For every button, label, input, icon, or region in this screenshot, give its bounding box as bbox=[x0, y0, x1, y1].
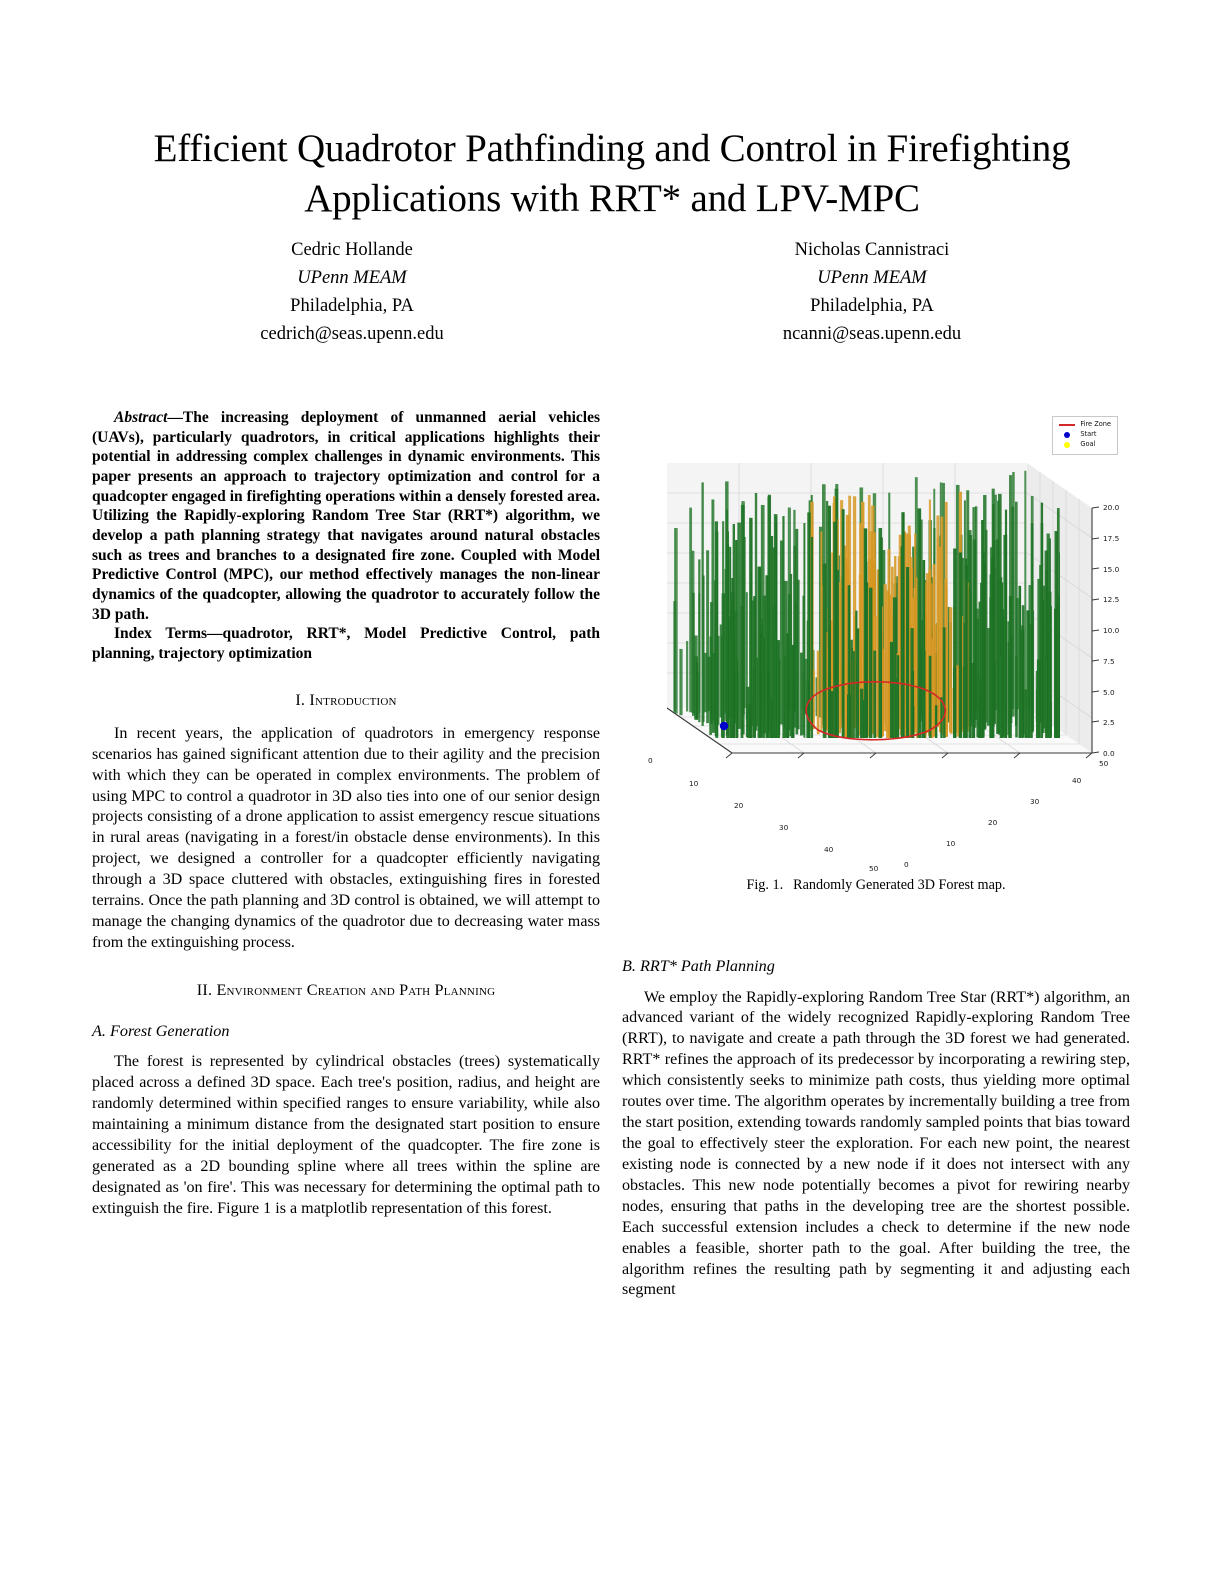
tree-cylinder bbox=[782, 516, 784, 741]
tree-cylinder bbox=[880, 540, 882, 752]
tree-cylinder bbox=[850, 640, 852, 743]
tree-cylinder bbox=[709, 657, 712, 735]
z-tick-label: 20.0 bbox=[1103, 503, 1120, 512]
tree-highlight bbox=[874, 651, 875, 741]
author-email: ncanni@seas.upenn.edu bbox=[782, 324, 962, 345]
tree-cylinder bbox=[686, 641, 688, 711]
tree-highlight bbox=[1041, 503, 1042, 744]
tree-highlight bbox=[943, 627, 944, 740]
tree-highlight bbox=[848, 585, 849, 753]
tree-highlight bbox=[990, 597, 991, 750]
tree-highlight bbox=[884, 584, 885, 731]
tree-highlight bbox=[1030, 624, 1031, 744]
tree-cylinder bbox=[758, 567, 762, 751]
tree-highlight bbox=[853, 651, 854, 744]
burning-tree-cylinder bbox=[931, 639, 933, 740]
tree-highlight bbox=[710, 657, 711, 735]
tree-cylinder bbox=[735, 660, 738, 749]
forest-map-plot bbox=[622, 408, 1130, 873]
index-terms-label: Index Terms bbox=[114, 625, 208, 643]
tree-cylinder bbox=[701, 482, 703, 725]
tree-cylinder bbox=[775, 630, 777, 752]
tree-highlight bbox=[937, 537, 938, 727]
tree-cylinder bbox=[731, 578, 733, 753]
tree-highlight bbox=[1016, 656, 1017, 738]
tree-highlight bbox=[969, 589, 970, 749]
author-affiliation: UPenn MEAM bbox=[817, 268, 927, 289]
tree-highlight bbox=[842, 509, 843, 752]
tree-cylinder bbox=[741, 606, 744, 740]
tree-cylinder bbox=[1003, 535, 1007, 747]
tree-highlight bbox=[851, 640, 852, 743]
tree-highlight bbox=[959, 552, 960, 749]
tree-highlight bbox=[790, 574, 791, 736]
tree-highlight bbox=[702, 482, 703, 725]
figure-caption-text: Randomly Generated 3D Forest map. bbox=[793, 877, 1006, 893]
author-block bbox=[92, 236, 1132, 348]
author-location: Philadelphia, PA bbox=[810, 296, 934, 317]
tree-cylinder bbox=[1054, 609, 1057, 751]
tree-highlight bbox=[957, 668, 958, 737]
x-tick-label: 10 bbox=[689, 779, 699, 788]
index-terms-text: —quadrotor, RRT*, Model Predictive Control, path planning, trajectory optimization bbox=[92, 625, 600, 663]
tree-cylinder bbox=[890, 642, 893, 748]
tree-cylinder bbox=[706, 550, 709, 723]
tree-highlight bbox=[829, 506, 830, 749]
tree-highlight bbox=[796, 529, 797, 734]
figure-caption-label: Fig. 1. bbox=[746, 877, 784, 893]
legend-label: Fire Zone bbox=[1080, 420, 1111, 429]
tree-highlight bbox=[880, 540, 881, 752]
tree-highlight bbox=[1000, 658, 1001, 750]
tree-cylinder bbox=[989, 597, 991, 750]
tree-highlight bbox=[845, 558, 846, 739]
tree-cylinder bbox=[901, 512, 904, 753]
tree-highlight bbox=[1009, 654, 1010, 749]
left-column bbox=[92, 408, 600, 1219]
author-2 bbox=[612, 236, 1132, 348]
tree-cylinder bbox=[803, 523, 805, 738]
tree-cylinder bbox=[1008, 654, 1010, 749]
tree-highlight bbox=[972, 663, 973, 749]
tree-cylinder bbox=[857, 628, 859, 748]
tree-highlight bbox=[1055, 609, 1056, 751]
tree-highlight bbox=[675, 528, 676, 713]
tree-highlight bbox=[896, 678, 897, 748]
x-tick-label: 50 bbox=[869, 864, 879, 873]
z-tick-label: 15.0 bbox=[1103, 565, 1120, 574]
tree-highlight bbox=[727, 545, 728, 744]
tree-highlight bbox=[1013, 472, 1014, 716]
abstract-label: Abstract bbox=[114, 409, 168, 426]
tree-highlight bbox=[907, 567, 908, 746]
tree-cylinder bbox=[922, 650, 925, 752]
tree-cylinder bbox=[869, 588, 872, 744]
y-tick-label: 0 bbox=[904, 860, 909, 869]
tree-highlight bbox=[918, 508, 919, 745]
tree-highlight bbox=[758, 567, 759, 751]
tree-highlight bbox=[804, 523, 805, 738]
tree-highlight bbox=[820, 527, 821, 718]
author-name: Nicholas Cannistraci bbox=[794, 240, 950, 260]
tree-highlight bbox=[690, 508, 691, 713]
right-column bbox=[622, 408, 1130, 1301]
tree-cylinder bbox=[1048, 592, 1051, 750]
tree-highlight bbox=[766, 575, 767, 749]
tree-cylinder bbox=[943, 627, 946, 740]
tree-highlight bbox=[837, 570, 838, 748]
tree-highlight bbox=[887, 591, 888, 740]
tree-highlight bbox=[1049, 592, 1050, 750]
tree-highlight bbox=[917, 654, 918, 741]
z-tick-label: 0.0 bbox=[1103, 749, 1115, 758]
legend-item-start bbox=[1058, 430, 1111, 440]
y-tick-label: 10 bbox=[946, 839, 956, 848]
tree-highlight bbox=[1046, 657, 1047, 749]
tree-cylinder bbox=[1012, 472, 1014, 716]
tree-cylinder bbox=[828, 506, 831, 749]
index-terms-paragraph bbox=[92, 624, 600, 663]
tree-highlight bbox=[856, 611, 857, 745]
author-1 bbox=[92, 236, 612, 348]
tree-highlight bbox=[713, 653, 714, 733]
forest-generation-paragraph: The forest is represented by cylindrical obstacles (trees) systematically placed across a defined 3D space. Each tree's position, radius, and height are randomly determined within specified ranges to ensure variability, while also maintaining a minimum distance from the designated start position to ensure accessibility for the initial deployment of the quadcopter. The fire zone is generated as a 2D bounding spline where all trees within the spline are designated as 'on fire'. This was necessary for determining the optimal path to extinguish the fire. Figure 1 is a matplotlib representation of this forest. bbox=[92, 1053, 600, 1217]
introduction-paragraph: In recent years, the application of quadrotors in emergency response scenarios has gained significant attention due to their agility and the precision with which they can be operated in complex environments. The problem of using MPC to control a quadrotor in 3D also ties into one of our senior design projects consisting of a drone application to assist emergency rescue situations in rural areas (navigating in a forest/in obstacle dense environments). In this project, we designed a controller for a quadcopter efficiently navigating through a 3D space cluttered with obstacles, extinguishing fires in forested terrains. Once the path planning and 3D control is obtained, we will attempt to manage the changing dynamics of the quadrotor due to decreasing water mass from the extinguishing process. bbox=[92, 724, 600, 952]
x-tick-label: 20 bbox=[734, 801, 744, 810]
tree-cylinder bbox=[712, 653, 715, 733]
tree-cylinder bbox=[811, 537, 813, 739]
y-tick-label: 40 bbox=[1072, 776, 1082, 785]
tree-highlight bbox=[1027, 610, 1028, 748]
tree-highlight bbox=[988, 628, 989, 726]
y-tick-label: 20 bbox=[988, 818, 998, 827]
tree-highlight bbox=[823, 564, 824, 742]
tree-cylinder bbox=[971, 663, 975, 749]
tree-highlight bbox=[704, 653, 705, 712]
tree-highlight bbox=[762, 638, 763, 742]
tree-cylinder bbox=[800, 653, 802, 736]
subsection-heading-rrt-path-planning: B. RRT* Path Planning bbox=[622, 957, 775, 976]
tree-highlight bbox=[834, 522, 835, 751]
tree-highlight bbox=[940, 582, 941, 733]
z-tick-label: 17.5 bbox=[1103, 534, 1120, 543]
author-email: cedrich@seas.upenn.edu bbox=[260, 324, 444, 345]
tree-cylinder bbox=[906, 567, 909, 746]
tree-highlight bbox=[695, 656, 696, 720]
burning-tree-cylinder bbox=[937, 537, 939, 727]
tree-cylinder bbox=[833, 522, 837, 751]
tree-highlight bbox=[716, 532, 717, 738]
z-tick-label: 2.5 bbox=[1103, 718, 1115, 727]
chart-legend bbox=[1052, 416, 1118, 455]
tree-highlight bbox=[754, 596, 755, 747]
tree-cylinder bbox=[1057, 612, 1060, 752]
tree-highlight bbox=[902, 512, 903, 753]
page-title: Efficient Quadrotor Pathfinding and Control in Firefighting Applications with RRT* and LPV-MPC bbox=[153, 127, 1071, 221]
z-tick-label: 7.5 bbox=[1103, 657, 1115, 666]
tree-cylinder bbox=[726, 545, 729, 744]
tree-highlight bbox=[699, 559, 700, 722]
tree-cylinder bbox=[761, 638, 765, 742]
tree-cylinder bbox=[873, 651, 876, 741]
tree-highlight bbox=[693, 593, 694, 716]
tree-cylinder bbox=[1037, 660, 1041, 752]
author-name: Cedric Hollande bbox=[291, 240, 413, 260]
abstract-paragraph bbox=[92, 408, 600, 624]
tree-cylinder bbox=[694, 656, 698, 720]
x-tick-label: 40 bbox=[824, 845, 834, 854]
tree-highlight bbox=[1002, 643, 1003, 753]
tree-highlight bbox=[923, 650, 924, 752]
tree-cylinder bbox=[1015, 656, 1018, 738]
tree-cylinder bbox=[674, 528, 678, 713]
tree-cylinder bbox=[1021, 625, 1024, 750]
z-tick-label: 12.5 bbox=[1103, 595, 1120, 604]
tree-cylinder bbox=[965, 559, 967, 753]
author-location: Philadelphia, PA bbox=[290, 296, 414, 317]
tree-highlight bbox=[774, 606, 775, 740]
section-heading-introduction: I. Introduction bbox=[295, 690, 397, 709]
x-tick-label: 0 bbox=[648, 756, 653, 765]
tree-highlight bbox=[791, 645, 792, 752]
tree-highlight bbox=[732, 578, 733, 753]
tree-highlight bbox=[1019, 586, 1020, 751]
tree-highlight bbox=[997, 539, 998, 733]
figure-1 bbox=[622, 408, 1130, 894]
tree-highlight bbox=[1036, 690, 1037, 744]
tree-highlight bbox=[870, 588, 871, 744]
burning-tree-cylinder bbox=[839, 661, 841, 733]
tree-highlight bbox=[839, 661, 840, 733]
tree-highlight bbox=[932, 639, 933, 740]
tree-highlight bbox=[777, 640, 778, 750]
z-tick-label: 10.0 bbox=[1103, 626, 1120, 635]
burning-tree-cylinder bbox=[950, 688, 953, 734]
tree-cylinder bbox=[953, 549, 956, 748]
rrt-path-planning-paragraph: We employ the Rapidly-exploring Random Tree Star (RRT*) algorithm, an advanced variant of the widely recognized Rapidly-exploring Random Tree (RRT), to navigate and create a path through the 3D forest we had generated. RRT* refines the approach of its predecessor by incorporating a rewiring step, which consistently seeks to minimize path costs, thus yielding more optimal routes over time. The algorithm operates by incrementally building a tree from the start position, extending towards randomly sampled points that bias toward the goal to effectively steer the exploration. For each new point, the nearest existing node is connected by a new node if it does not intersect with any obstacles. This new node potentially becomes a pivot for rewiring nearby nodes, ensuring that paths in the developing tree are the shortest possible. Each successful extension includes a check to determine if the new node enables a feasible, shorter path to the goal. After building the tree, the algorithm refines the resulting path by segmenting it and adjusting each segment bbox=[622, 988, 1130, 1299]
tree-highlight bbox=[722, 593, 723, 743]
z-tick-label: 5.0 bbox=[1103, 688, 1115, 697]
tree-cylinder bbox=[853, 651, 855, 744]
tree-highlight bbox=[859, 575, 860, 736]
tree-highlight bbox=[783, 516, 784, 741]
tree-cylinder bbox=[848, 585, 851, 753]
tree-highlight bbox=[811, 537, 812, 739]
tree-cylinder bbox=[897, 655, 899, 751]
abstract-text: —The increasing deployment of unmanned aerial vehicles (UAVs), particularly quadrotors, in critical applications highlights their potential in addressing complex challenges in dynamic environments. This paper presents an approach to trajectory optimization and control for a quadcopter engaged in firefighting operations within a densely forested area. Utilizing the Rapidly-exploring Random Tree Star (RRT*) algorithm, we develop a path planning strategy that navigates around natural obstacles such as trees and branches to a designated fire zone. Coupled with Model Predictive Control (MPC), our method effectively manages the non-linear dynamics of the quadcopter, allowing the quadrotor to accurately follow the 3D path. bbox=[92, 409, 600, 623]
tree-highlight bbox=[741, 606, 742, 740]
start-marker bbox=[720, 722, 728, 730]
tree-highlight bbox=[977, 674, 978, 737]
tree-cylinder bbox=[715, 532, 718, 738]
author-affiliation: UPenn MEAM bbox=[297, 268, 407, 289]
tree-highlight bbox=[948, 607, 949, 722]
tree-cylinder bbox=[1001, 643, 1003, 753]
figure-caption bbox=[622, 876, 1130, 894]
tree-highlight bbox=[707, 550, 708, 723]
tree-highlight bbox=[781, 541, 782, 725]
tree-cylinder bbox=[786, 633, 789, 744]
y-tick-label: 30 bbox=[1030, 797, 1040, 806]
tree-highlight bbox=[909, 659, 910, 740]
tree-highlight bbox=[891, 642, 892, 748]
y-tick-label: 50 bbox=[1099, 759, 1109, 768]
start-dot-icon bbox=[1058, 432, 1076, 438]
tree-highlight bbox=[680, 649, 681, 715]
tree-cylinder bbox=[959, 552, 962, 749]
tree-cylinder bbox=[698, 559, 700, 722]
tree-cylinder bbox=[1029, 624, 1033, 744]
forest-3d-axes bbox=[622, 408, 1130, 870]
tree-highlight bbox=[736, 660, 737, 749]
tree-highlight bbox=[1057, 612, 1058, 752]
tree-cylinder bbox=[776, 640, 780, 750]
tree-cylinder bbox=[1027, 610, 1030, 748]
tree-highlight bbox=[1004, 535, 1005, 747]
burning-tree-cylinder bbox=[886, 591, 889, 740]
tree-highlight bbox=[720, 624, 721, 717]
subsection-heading-forest-generation: A. Forest Generation bbox=[92, 1022, 230, 1040]
tree-cylinder bbox=[842, 509, 845, 752]
legend-label: Goal bbox=[1080, 440, 1096, 449]
tree-cylinder bbox=[791, 645, 794, 752]
tree-highlight bbox=[816, 677, 817, 716]
tree-cylinder bbox=[1024, 471, 1026, 710]
tree-highlight bbox=[1025, 471, 1026, 710]
tree-cylinder bbox=[1045, 657, 1048, 749]
legend-label: Start bbox=[1080, 430, 1097, 439]
fire-zone-line-icon bbox=[1058, 424, 1076, 426]
tree-cylinder bbox=[795, 529, 798, 734]
tree-cylinder bbox=[753, 596, 756, 747]
tree-cylinder bbox=[918, 508, 922, 745]
tree-highlight bbox=[950, 688, 951, 734]
tree-highlight bbox=[801, 653, 802, 736]
tree-cylinder bbox=[722, 593, 725, 743]
tree-cylinder bbox=[969, 589, 972, 749]
tree-highlight bbox=[897, 655, 898, 751]
tree-highlight bbox=[965, 559, 966, 753]
tree-highlight bbox=[1038, 660, 1039, 752]
x-tick-label: 30 bbox=[779, 823, 789, 832]
section-heading-environment: II. Environment Creation and Path Planning bbox=[196, 980, 496, 999]
tree-cylinder bbox=[823, 564, 827, 742]
tree-highlight bbox=[821, 532, 822, 733]
legend-item-goal bbox=[1058, 440, 1111, 450]
tree-highlight bbox=[999, 494, 1000, 735]
tree-highlight bbox=[894, 597, 895, 744]
tree-highlight bbox=[954, 549, 955, 748]
tree-cylinder bbox=[1018, 586, 1021, 751]
tree-highlight bbox=[775, 630, 776, 752]
tree-cylinder bbox=[765, 575, 768, 749]
tree-cylinder bbox=[679, 649, 682, 715]
tree-highlight bbox=[857, 628, 858, 748]
tree-highlight bbox=[1022, 625, 1023, 750]
tree-highlight bbox=[686, 641, 687, 711]
tree-highlight bbox=[786, 633, 787, 744]
legend-item-fire-zone bbox=[1058, 420, 1111, 430]
goal-dot-icon bbox=[1058, 442, 1076, 448]
tree-cylinder bbox=[1041, 503, 1043, 744]
burning-tree-cylinder bbox=[820, 532, 822, 733]
